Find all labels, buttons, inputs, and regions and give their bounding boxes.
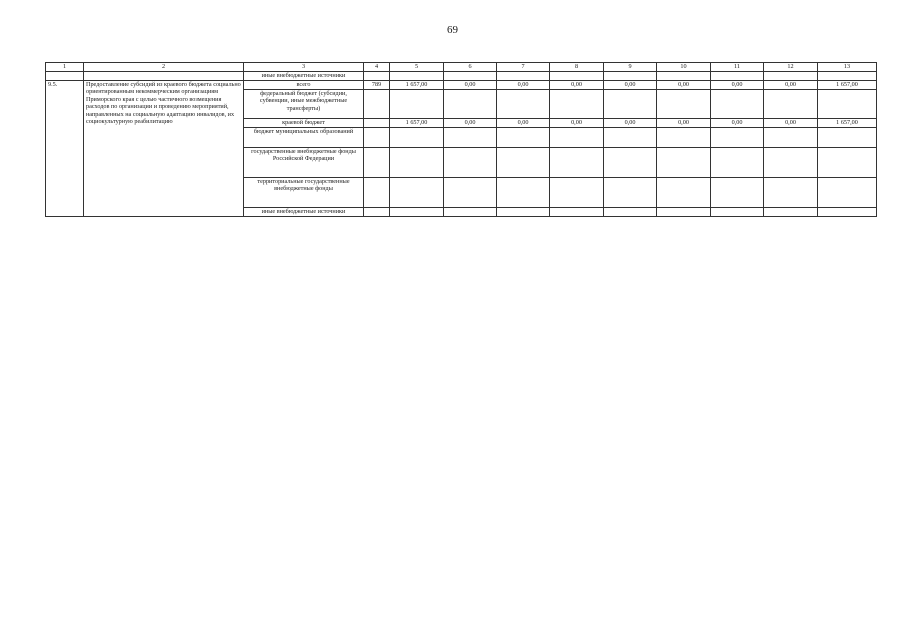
header-row — [46, 63, 877, 72]
cell-empty — [711, 72, 764, 81]
value-cell — [711, 90, 764, 119]
value-cell — [550, 90, 604, 119]
value-cell — [390, 128, 444, 148]
value-cell — [550, 148, 604, 178]
value-cell — [444, 90, 497, 119]
code-cell — [364, 128, 390, 148]
value-cell — [390, 208, 444, 217]
item-name-cell: Предоставление субсидий из краевого бюджета социально ориентированным некоммерческим организациям Приморского края с целью частичного возмещения расходов по организации и проведению мероприятий, направленных на социальную адаптацию инвалидов, их социокультурную реабилитацию — [84, 81, 244, 217]
cell-empty — [390, 72, 444, 81]
value-cell: 0,00 — [764, 119, 818, 128]
value-cell — [444, 208, 497, 217]
value-cell — [711, 128, 764, 148]
funding-source-cell: краевой бюджет — [244, 119, 364, 128]
value-cell — [550, 208, 604, 217]
cell-empty — [550, 72, 604, 81]
item-code-cell: 9.5. — [46, 81, 84, 217]
cell-empty — [444, 72, 497, 81]
value-cell — [657, 90, 711, 119]
value-cell — [604, 128, 657, 148]
value-cell: 0,00 — [657, 119, 711, 128]
value-cell — [604, 90, 657, 119]
value-cell — [444, 148, 497, 178]
table-row — [46, 81, 877, 90]
value-cell: 1 657,00 — [818, 119, 877, 128]
value-cell: 0,00 — [711, 81, 764, 90]
value-cell: 0,00 — [444, 81, 497, 90]
column-header: 4 — [364, 63, 390, 72]
value-cell: 0,00 — [497, 81, 550, 90]
value-cell — [604, 178, 657, 208]
column-header: 1 — [46, 63, 84, 72]
funding-source-cell: государственные внебюджетные фонды Российской Федерации — [244, 148, 364, 178]
cell-empty — [84, 72, 244, 81]
cell-empty — [604, 72, 657, 81]
cell-empty — [46, 72, 84, 81]
value-cell — [497, 148, 550, 178]
value-cell — [550, 128, 604, 148]
value-cell: 0,00 — [550, 119, 604, 128]
value-cell: 0,00 — [444, 119, 497, 128]
cell-empty — [497, 72, 550, 81]
value-cell — [818, 128, 877, 148]
value-cell — [764, 208, 818, 217]
value-cell — [818, 178, 877, 208]
value-cell — [444, 178, 497, 208]
budget-table — [45, 62, 877, 217]
code-cell: 789 — [364, 81, 390, 90]
table-row — [46, 72, 877, 81]
column-header: 6 — [444, 63, 497, 72]
value-cell — [604, 208, 657, 217]
value-cell — [711, 178, 764, 208]
value-cell — [764, 128, 818, 148]
value-cell — [764, 148, 818, 178]
value-cell — [390, 148, 444, 178]
value-cell — [390, 90, 444, 119]
funding-source-cell: всего — [244, 81, 364, 90]
value-cell: 0,00 — [764, 81, 818, 90]
value-cell — [711, 148, 764, 178]
code-cell — [364, 208, 390, 217]
value-cell — [657, 148, 711, 178]
value-cell — [444, 128, 497, 148]
column-header: 10 — [657, 63, 711, 72]
code-cell — [364, 90, 390, 119]
funding-source-cell: иные внебюджетные источники — [244, 208, 364, 217]
value-cell — [657, 208, 711, 217]
value-cell — [497, 178, 550, 208]
value-cell — [604, 148, 657, 178]
value-cell: 1 657,00 — [390, 119, 444, 128]
value-cell: 1 657,00 — [818, 81, 877, 90]
value-cell: 0,00 — [497, 119, 550, 128]
value-cell: 0,00 — [604, 119, 657, 128]
cell-empty — [657, 72, 711, 81]
code-cell — [364, 148, 390, 178]
value-cell — [818, 90, 877, 119]
value-cell — [764, 90, 818, 119]
value-cell — [818, 148, 877, 178]
value-cell — [550, 178, 604, 208]
cell-empty — [764, 72, 818, 81]
funding-source-cell: иные внебюджетные источники — [244, 72, 364, 81]
cell-empty — [364, 72, 390, 81]
value-cell — [497, 128, 550, 148]
code-cell — [364, 119, 390, 128]
column-header: 8 — [550, 63, 604, 72]
value-cell: 1 657,00 — [390, 81, 444, 90]
value-cell: 0,00 — [604, 81, 657, 90]
column-header: 5 — [390, 63, 444, 72]
column-header: 2 — [84, 63, 244, 72]
value-cell — [818, 208, 877, 217]
column-header: 7 — [497, 63, 550, 72]
value-cell: 0,00 — [711, 119, 764, 128]
value-cell: 0,00 — [657, 81, 711, 90]
value-cell: 0,00 — [550, 81, 604, 90]
cell-empty — [818, 72, 877, 81]
funding-source-cell: бюджет муниципальных образований — [244, 128, 364, 148]
table-body — [46, 63, 877, 217]
value-cell — [497, 208, 550, 217]
value-cell — [764, 178, 818, 208]
value-cell — [711, 208, 764, 217]
column-header: 11 — [711, 63, 764, 72]
code-cell — [364, 178, 390, 208]
funding-source-cell: территориальные государственные внебюджетные фонды — [244, 178, 364, 208]
value-cell — [657, 128, 711, 148]
value-cell — [497, 90, 550, 119]
value-cell — [657, 178, 711, 208]
column-header: 9 — [604, 63, 657, 72]
value-cell — [390, 178, 444, 208]
page-number: 69 — [447, 24, 458, 36]
funding-source-cell: федеральный бюджет (субсидии, субвенции, иные межбюджетные трансферты) — [244, 90, 364, 119]
column-header: 3 — [244, 63, 364, 72]
column-header: 13 — [818, 63, 877, 72]
column-header: 12 — [764, 63, 818, 72]
